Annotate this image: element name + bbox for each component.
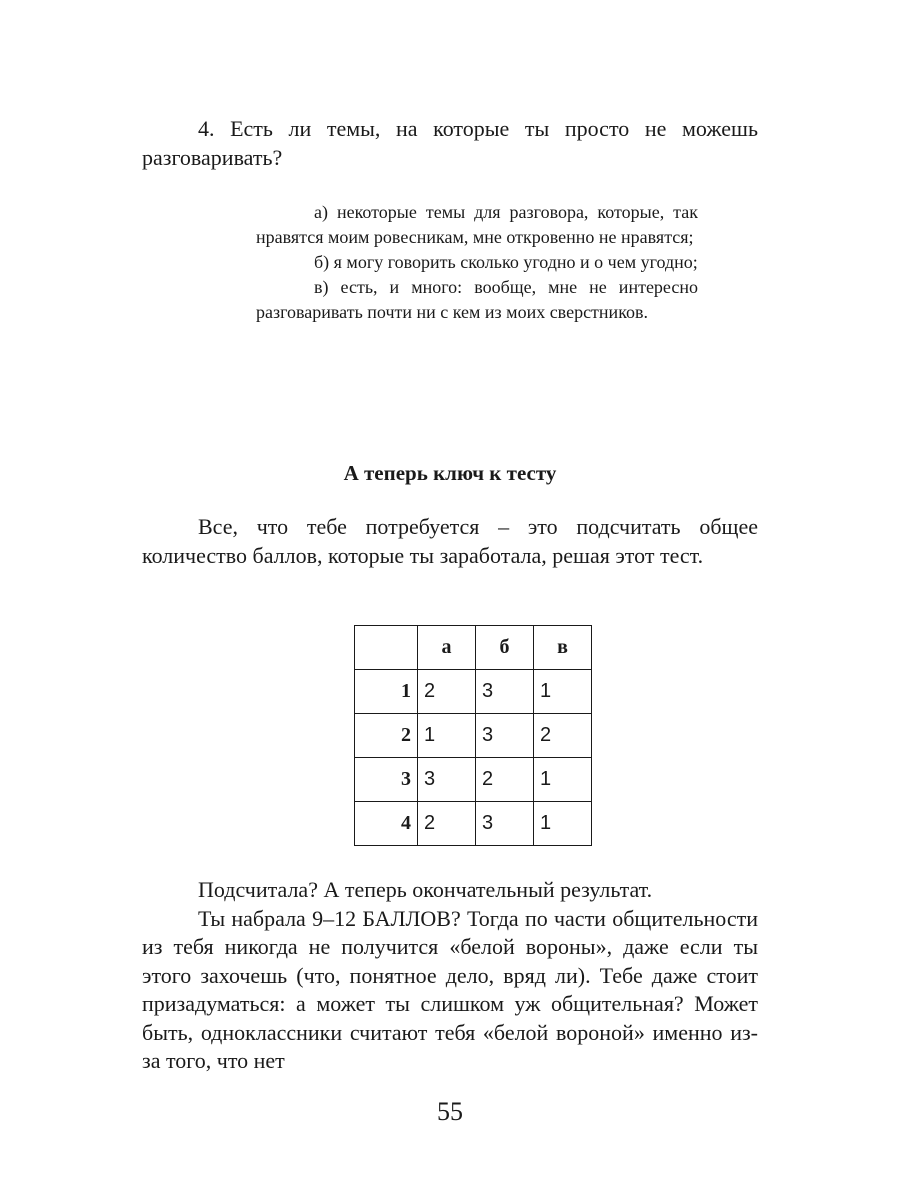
table-row xyxy=(355,758,592,802)
table-header-b: б xyxy=(476,626,534,670)
result-section xyxy=(142,876,758,1076)
table-cell: 1 xyxy=(534,670,592,714)
table-header-v: в xyxy=(534,626,592,670)
table-corner-cell xyxy=(355,626,418,670)
table-cell: 2 xyxy=(534,714,592,758)
table-row-label: 4 xyxy=(355,802,418,846)
intro-paragraph: Все, что тебе потребуется – это подсчитать общее количество баллов, которые ты заработала, решая этот тест. xyxy=(142,514,758,568)
table-cell: 2 xyxy=(476,758,534,802)
table-cell: 2 xyxy=(418,670,476,714)
option-c: в) есть, и много: вообще, мне не интересно разговаривать почти ни с кем из моих сверстников. xyxy=(256,277,698,322)
table-cell: 1 xyxy=(534,802,592,846)
answer-options xyxy=(256,200,698,325)
page-number: 55 xyxy=(437,1097,463,1126)
table-cell: 1 xyxy=(418,714,476,758)
option-b: б) я могу говорить сколько угодно и о чем угодно; xyxy=(314,252,698,272)
table-row-label: 1 xyxy=(355,670,418,714)
table-row xyxy=(355,802,592,846)
table-cell: 3 xyxy=(476,714,534,758)
option-a: а) некоторые темы для разговора, которые, так нравятся моим ровесникам, мне откровенно не нравятся; xyxy=(256,202,698,247)
table-row xyxy=(355,670,592,714)
table-cell: 3 xyxy=(418,758,476,802)
question-4-text: 4. Есть ли темы, на которые ты просто не можешь разговаривать? xyxy=(142,116,758,170)
result-intro-line: Подсчитала? А теперь окончательный результат. xyxy=(198,877,653,902)
table-cell: 1 xyxy=(534,758,592,802)
result-paragraph: Ты набрала 9–12 БАЛЛОВ? Тогда по части общительности из тебя никогда не получится «белой вороны», даже если ты этого захочешь (что, понятное дело, вряд ли). Тебе даже стоит призадуматься: а может ты слишком уж общительная? Может быть, одноклассники считают тебя «белой вороной» именно из-за того, что нет xyxy=(142,905,758,1073)
table-cell: 3 xyxy=(476,802,534,846)
table-row xyxy=(355,714,592,758)
table-cell: 2 xyxy=(418,802,476,846)
table-row-label: 3 xyxy=(355,758,418,802)
key-heading: А теперь ключ к тесту xyxy=(343,461,557,485)
answer-key-table xyxy=(354,625,592,846)
table-row-label: 2 xyxy=(355,714,418,758)
table-header-row xyxy=(355,626,592,670)
table-header-a: а xyxy=(418,626,476,670)
table-cell: 3 xyxy=(476,670,534,714)
